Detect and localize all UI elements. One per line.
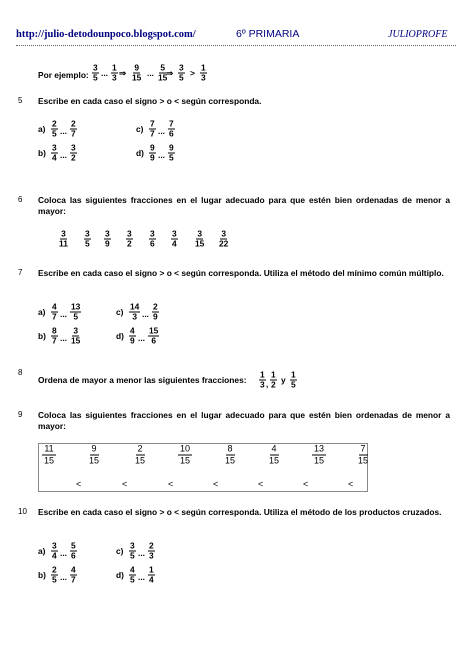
question-number-10: 10 bbox=[18, 507, 27, 516]
comparison-blank: ... bbox=[138, 333, 145, 343]
numerator: 1 bbox=[271, 369, 276, 380]
numerator: 3 bbox=[221, 228, 226, 239]
blank-less-than: < bbox=[213, 479, 219, 489]
question-5-text: Escribe en cada caso el signo > o < según corresponda. bbox=[38, 96, 262, 106]
header-author: JULIOPROFE bbox=[388, 29, 448, 40]
denominator: 15 bbox=[195, 238, 205, 249]
conjunction: y bbox=[281, 375, 286, 385]
fraction bbox=[70, 144, 77, 163]
fraction bbox=[223, 444, 237, 467]
numerator: 3 bbox=[71, 142, 76, 153]
numerator: 3 bbox=[52, 142, 57, 153]
fraction bbox=[70, 566, 77, 585]
fraction bbox=[178, 444, 192, 467]
numerator: 9 bbox=[134, 62, 139, 73]
numerator: 3 bbox=[52, 540, 57, 551]
denominator: 5 bbox=[52, 128, 57, 139]
denominator: 15 bbox=[358, 455, 369, 466]
denominator: 5 bbox=[93, 72, 98, 83]
fraction bbox=[200, 64, 207, 83]
denominator: 6 bbox=[169, 128, 174, 139]
denominator: 15 bbox=[132, 72, 142, 83]
fraction bbox=[149, 230, 156, 249]
numerator: 1 bbox=[291, 369, 296, 380]
numerator: 5 bbox=[160, 62, 165, 73]
comparison-blank: ... bbox=[138, 548, 145, 558]
fraction bbox=[152, 303, 159, 322]
fraction bbox=[312, 444, 326, 467]
numerator: 3 bbox=[130, 540, 135, 551]
fraction bbox=[149, 120, 156, 139]
denominator: 5 bbox=[85, 238, 90, 249]
blank-less-than: < bbox=[258, 479, 264, 489]
numerator: 2 bbox=[52, 564, 57, 575]
fraction bbox=[178, 64, 185, 83]
question-number-5: 5 bbox=[18, 96, 23, 105]
item-label: c) bbox=[116, 546, 124, 556]
numerator: 2 bbox=[52, 118, 57, 129]
fraction bbox=[126, 230, 133, 249]
comparison-blank: ... bbox=[158, 126, 165, 136]
fraction bbox=[104, 230, 111, 249]
numerator: 9 bbox=[150, 142, 155, 153]
numerator: 3 bbox=[179, 62, 184, 73]
comparison-blank: ... bbox=[60, 572, 67, 582]
numerator: 3 bbox=[73, 325, 78, 336]
denominator: 5 bbox=[291, 379, 296, 390]
fraction bbox=[70, 327, 81, 346]
fraction bbox=[267, 444, 281, 467]
fraction bbox=[51, 120, 58, 139]
fraction bbox=[131, 64, 142, 83]
fraction bbox=[129, 542, 136, 561]
example-operator: ... bbox=[101, 68, 108, 78]
item-label: d) bbox=[116, 331, 124, 341]
blank-less-than: < bbox=[76, 479, 82, 489]
fraction bbox=[259, 369, 269, 390]
denominator: 2 bbox=[271, 379, 276, 390]
fraction bbox=[70, 542, 77, 561]
denominator: 7 bbox=[71, 574, 76, 585]
denominator: 3 bbox=[112, 72, 117, 83]
fraction bbox=[51, 566, 58, 585]
fraction bbox=[129, 303, 140, 322]
blank-less-than: < bbox=[168, 479, 174, 489]
item-label: a) bbox=[38, 124, 46, 134]
comparison-blank: ... bbox=[60, 150, 67, 160]
comparison-blank: ... bbox=[60, 548, 67, 558]
fraction bbox=[51, 542, 58, 561]
numerator: 1 bbox=[260, 369, 265, 380]
numerator: 10 bbox=[180, 443, 191, 454]
question-number-9: 9 bbox=[18, 410, 23, 419]
denominator: 7 bbox=[150, 128, 155, 139]
denominator: 3 bbox=[201, 72, 206, 83]
denominator: 4 bbox=[52, 550, 57, 561]
example-operator: ⇒ bbox=[166, 68, 174, 78]
numerator: 4 bbox=[52, 301, 57, 312]
question-number-8: 8 bbox=[18, 368, 23, 377]
denominator: 2 bbox=[71, 152, 76, 163]
item-label: b) bbox=[38, 570, 46, 580]
denominator: 15 bbox=[158, 72, 168, 83]
fraction bbox=[92, 64, 99, 83]
denominator: 5 bbox=[169, 152, 174, 163]
fraction bbox=[148, 542, 155, 561]
comparison-blank: ... bbox=[60, 126, 67, 136]
example-operator: ... bbox=[147, 68, 154, 78]
denominator: 9 bbox=[130, 335, 135, 346]
fraction bbox=[149, 144, 156, 163]
header-grade: 6º PRIMARIA bbox=[236, 28, 300, 40]
numerator: 2 bbox=[137, 443, 143, 454]
separator: , bbox=[266, 379, 269, 389]
comparison-blank: ... bbox=[158, 150, 165, 160]
fraction bbox=[129, 566, 136, 585]
fraction bbox=[84, 230, 91, 249]
denominator: 7 bbox=[71, 128, 76, 139]
fraction bbox=[218, 230, 229, 249]
question-6-text: Coloca las siguientes fracciones en el lugar adecuado para que estén bien ordenadas de menor a mayor: bbox=[38, 195, 450, 216]
fraction bbox=[133, 444, 147, 467]
numerator: 13 bbox=[71, 301, 81, 312]
denominator: 15 bbox=[89, 455, 100, 466]
item-label: b) bbox=[38, 148, 46, 158]
fraction bbox=[168, 120, 175, 139]
fraction bbox=[51, 303, 58, 322]
example-operator: ⇒ bbox=[119, 68, 127, 78]
denominator: 4 bbox=[52, 152, 57, 163]
numerator: 1 bbox=[201, 62, 206, 73]
denominator: 7 bbox=[52, 311, 57, 322]
comparison-blank: ... bbox=[60, 309, 67, 319]
fraction bbox=[194, 230, 205, 249]
denominator: 3 bbox=[132, 311, 137, 322]
numerator: 7 bbox=[169, 118, 174, 129]
fraction bbox=[171, 230, 178, 249]
numerator: 2 bbox=[153, 301, 158, 312]
item-label: d) bbox=[136, 148, 144, 158]
blank-less-than: < bbox=[122, 479, 128, 489]
question-number-7: 7 bbox=[18, 268, 23, 277]
numerator: 7 bbox=[360, 443, 366, 454]
numerator: 3 bbox=[93, 62, 98, 73]
fraction bbox=[290, 371, 297, 390]
denominator: 15 bbox=[135, 455, 146, 466]
numerator: 8 bbox=[52, 325, 57, 336]
header-divider bbox=[16, 45, 456, 46]
denominator: 15 bbox=[314, 455, 325, 466]
example-operator: > bbox=[190, 68, 195, 78]
denominator: 6 bbox=[151, 335, 156, 346]
denominator: 11 bbox=[59, 238, 68, 249]
denominator: 15 bbox=[225, 455, 236, 466]
blank-less-than: < bbox=[303, 479, 309, 489]
question-number-6: 6 bbox=[18, 195, 23, 204]
fraction bbox=[111, 64, 118, 83]
header-url-link[interactable]: http://julio-detodounpoco.blogspot.com/ bbox=[16, 29, 196, 40]
fraction bbox=[42, 444, 56, 467]
denominator: 15 bbox=[269, 455, 280, 466]
numerator: 3 bbox=[172, 228, 177, 239]
blank-less-than: < bbox=[348, 479, 354, 489]
denominator: 9 bbox=[150, 152, 155, 163]
numerator: 3 bbox=[150, 228, 155, 239]
question-7-text: Escribe en cada caso el signo > o < según corresponda. Utiliza el método del mínimo común múltiplo. bbox=[38, 268, 444, 278]
denominator: 6 bbox=[150, 238, 155, 249]
denominator: 4 bbox=[149, 574, 154, 585]
question-10-text: Escribe en cada caso el signo > o < según corresponda. Utiliza el método de los productos cruzados. bbox=[38, 507, 442, 517]
example-label: Por ejemplo: bbox=[38, 70, 89, 80]
denominator: 6 bbox=[71, 550, 76, 561]
numerator: 3 bbox=[61, 228, 66, 239]
denominator: 5 bbox=[52, 574, 57, 585]
numerator: 3 bbox=[127, 228, 132, 239]
numerator: 3 bbox=[197, 228, 202, 239]
numerator: 4 bbox=[71, 564, 76, 575]
fraction bbox=[58, 230, 69, 249]
item-label: a) bbox=[38, 546, 46, 556]
item-label: c) bbox=[116, 307, 124, 317]
fraction bbox=[70, 303, 81, 322]
numerator: 2 bbox=[71, 118, 76, 129]
denominator: 15 bbox=[71, 335, 81, 346]
numerator: 9 bbox=[91, 443, 97, 454]
numerator: 1 bbox=[112, 62, 117, 73]
item-label: d) bbox=[116, 570, 124, 580]
denominator: 4 bbox=[172, 238, 177, 249]
question-9-text: Coloca las siguientes fracciones en el lugar adecuado para que estén bien ordenadas de menor a mayor: bbox=[38, 410, 450, 431]
numerator: 3 bbox=[85, 228, 90, 239]
numerator: 11 bbox=[44, 443, 54, 454]
denominator: 5 bbox=[130, 550, 135, 561]
denominator: 3 bbox=[260, 379, 265, 390]
numerator: 4 bbox=[130, 325, 135, 336]
fraction bbox=[270, 371, 277, 390]
denominator: 5 bbox=[179, 72, 184, 83]
fraction bbox=[51, 144, 58, 163]
numerator: 13 bbox=[314, 443, 325, 454]
denominator: 9 bbox=[105, 238, 110, 249]
numerator: 7 bbox=[150, 118, 155, 129]
fraction bbox=[70, 120, 77, 139]
fraction bbox=[87, 444, 101, 467]
item-label: b) bbox=[38, 331, 46, 341]
item-label: c) bbox=[136, 124, 144, 134]
comparison-blank: ... bbox=[60, 333, 67, 343]
denominator: 22 bbox=[219, 238, 229, 249]
denominator: 5 bbox=[73, 311, 78, 322]
denominator: 7 bbox=[52, 335, 57, 346]
denominator: 5 bbox=[130, 574, 135, 585]
fraction bbox=[168, 144, 175, 163]
numerator: 4 bbox=[130, 564, 135, 575]
denominator: 15 bbox=[44, 455, 55, 466]
fraction bbox=[148, 566, 155, 585]
comparison-blank: ... bbox=[142, 309, 149, 319]
fraction bbox=[51, 327, 58, 346]
numerator: 14 bbox=[130, 301, 140, 312]
fraction bbox=[356, 444, 370, 467]
fraction bbox=[148, 327, 159, 346]
denominator: 15 bbox=[180, 455, 191, 466]
item-label: a) bbox=[38, 307, 46, 317]
denominator: 2 bbox=[127, 238, 132, 249]
fraction bbox=[129, 327, 136, 346]
numerator: 1 bbox=[149, 564, 154, 575]
denominator: 3 bbox=[149, 550, 154, 561]
numerator: 4 bbox=[271, 443, 277, 454]
numerator: 3 bbox=[105, 228, 110, 239]
numerator: 15 bbox=[149, 325, 159, 336]
numerator: 5 bbox=[71, 540, 76, 551]
numerator: 9 bbox=[169, 142, 174, 153]
question-8-text: Ordena de mayor a menor las siguientes fracciones: bbox=[38, 375, 247, 385]
numerator: 8 bbox=[227, 443, 233, 454]
numerator: 2 bbox=[149, 540, 154, 551]
denominator: 9 bbox=[153, 311, 158, 322]
comparison-blank: ... bbox=[138, 572, 145, 582]
